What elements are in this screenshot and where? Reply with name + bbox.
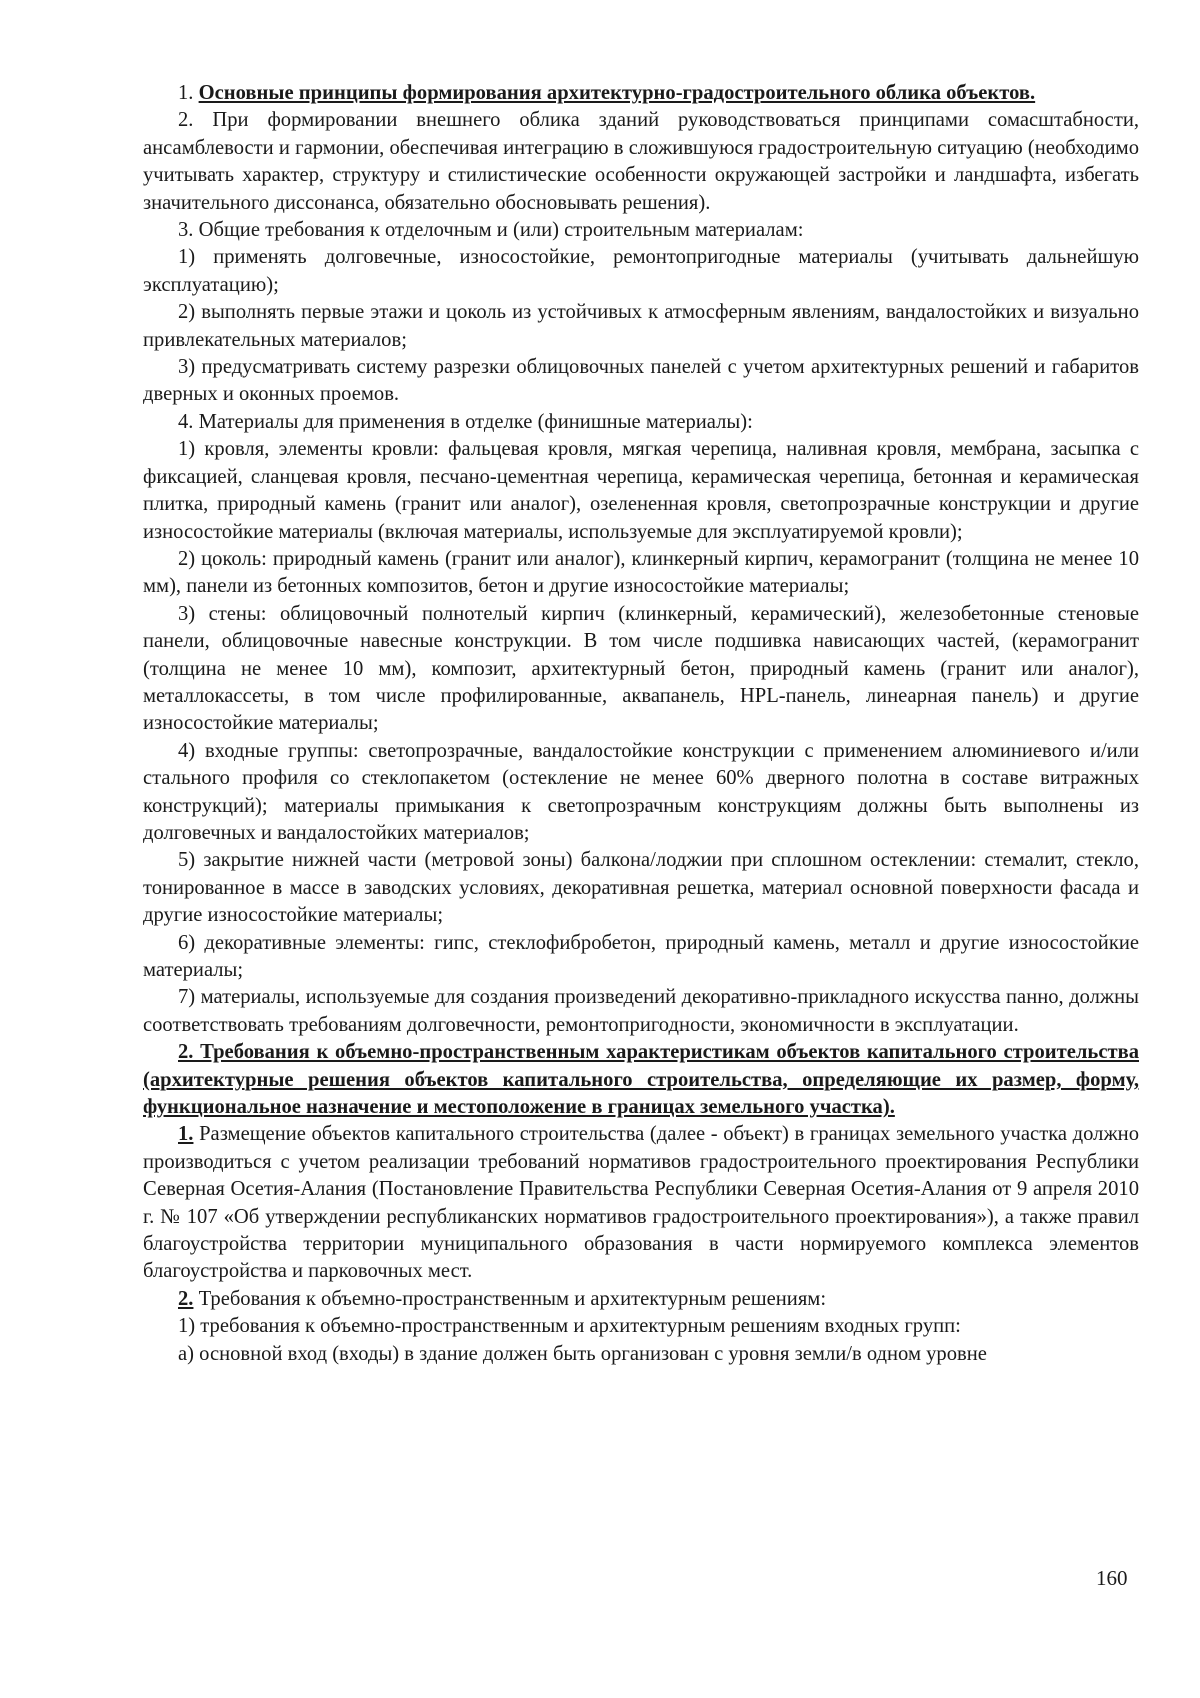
section-2-paragraph-1-number: 1. bbox=[178, 1123, 194, 1146]
paragraph-2: 2. При формировании внешнего облика зданий руководствоваться принципами сомасштабности, ансамблевости и гармонии, обеспечивая интеграцию в сложившуюся градостроительную ситуацию (необходимо учитывать характер, структуру и стилистические особенности окружающей застройки и ландшафта, избегать значительного диссонанса, обязательно обосновывать решения). bbox=[143, 109, 1139, 214]
section-1-heading-number: 1. bbox=[178, 82, 194, 104]
section-2-heading bbox=[143, 1039, 1139, 1121]
section-2-paragraph-2-text: Требования к объемно-пространственным и архитектурным решениям: bbox=[193, 1287, 827, 1310]
paragraph-4-item-7: 7) материалы, используемые для создания произведений декоративно-прикладного искусства панно, должны соответствовать требованиям долговечности, ремонтопригодности, экономичности в эксплуатации. bbox=[143, 986, 1139, 1036]
paragraph-4: 4. Материалы для применения в отделке (финишные материалы): bbox=[178, 410, 753, 433]
section-2-paragraph-1-text: Размещение объектов капитального строительства (далее - объект) в границах земельного участка должно производиться с учетом реализации требований нормативов градостроительного проектирования Республики Северная Осетия-Алания (Постановление Правительства Республики Северная Осетия-Алания от 9 апреля 2010 г. № 107 «Об утверждении республиканских нормативов градостроительного проектирования»), а также правил благоустройства территории муниципального образования в части нормируемого комплекса элементов благоустройства и парковочных мест. bbox=[143, 1123, 1139, 1283]
paragraph-4-item-1: 1) кровля, элементы кровли: фальцевая кровля, мягкая черепица, наливная кровля, мембрана, засыпка с фиксацией, сланцевая кровля, песчано-цементная черепица, керамическая черепица, бетонная и керамическая плитка, природный камень (гранит или аналог), озелененная кровля, светопрозрачные конструкции и другие износостойкие материалы (включая материалы, используемые для эксплуатируемой кровли); bbox=[143, 438, 1139, 543]
document-page bbox=[143, 80, 1139, 1368]
section-2-paragraph-2-item-1: 1) требования к объемно-пространственным и архитектурным решениям входных групп: bbox=[178, 1315, 961, 1338]
paragraph-3-item-3: 3) предусматривать систему разрезки облицовочных панелей с учетом архитектурных решений и габаритов дверных и оконных проемов. bbox=[143, 356, 1139, 406]
paragraph-3-item-2: 2) выполнять первые этажи и цоколь из устойчивых к атмосферным явлениям, вандалостойких и визуально привлекательных материалов; bbox=[143, 301, 1139, 351]
paragraph-3: 3. Общие требования к отделочным и (или) строительным материалам: bbox=[178, 219, 804, 242]
paragraph-4-item-3: 3) стены: облицовочный полнотелый кирпич (клинкерный, керамический), железобетонные стеновые панели, облицовочные навесные конструкции. В том числе подшивка нависающих частей, (керамогранит (толщина не менее 10 мм), композит, архитектурный бетон, природный камень (гранит или аналог), металлокассеты, в том числе профилированные, аквапанель, HPL-панель, линеарная панель) и другие износостойкие материалы; bbox=[143, 602, 1139, 735]
section-2-paragraph-2-item-a: а) основной вход (входы) в здание должен быть организован с уровня земли/в одном уровне bbox=[178, 1342, 987, 1365]
paragraph-4-item-6: 6) декоративные элементы: гипс, стеклофибробетон, природный камень, металл и другие износостойкие материалы; bbox=[143, 931, 1139, 981]
section-2-heading-text: 2. Требования к объемно-пространственным характеристикам объектов капитального строительства (архитектурные решения объектов капитального строительства, определяющие их размер, форму, функциональное назначение и местоположение в границах земельного участка). bbox=[143, 1041, 1139, 1119]
paragraph-4-item-5: 5) закрытие нижней части (метровой зоны) балкона/лоджии при сплошном остеклении: стемалит, стекло, тонированное в массе в заводских условиях, декоративная решетка, материал основной поверхности фасада и другие износостойкие материалы; bbox=[143, 849, 1139, 927]
section-2-paragraph-2 bbox=[143, 1286, 1139, 1313]
paragraph-4-item-2: 2) цоколь: природный камень (гранит или аналог), клинкерный кирпич, керамогранит (толщина не менее 10 мм), панели из бетонных композитов, бетон и другие износостойкие материалы; bbox=[143, 547, 1139, 598]
section-1-heading bbox=[143, 80, 1139, 107]
section-1-heading-text: Основные принципы формирования архитектурно-градостроительного облика объектов. bbox=[198, 82, 1036, 104]
paragraph-3-item-1: 1) применять долговечные, износостойкие, ремонтопригодные материалы (учитывать дальнейшую эксплуатацию); bbox=[143, 246, 1139, 296]
page-number: 160 bbox=[1096, 1566, 1128, 1590]
section-2-paragraph-2-number: 2. bbox=[178, 1287, 194, 1310]
section-2-paragraph-1 bbox=[143, 1121, 1139, 1285]
paragraph-4-item-4: 4) входные группы: светопрозрачные, вандалостойкие конструкции с применением алюминиевого и/или стального профиля со стеклопакетом (остекление не менее 60% дверного полотна в составе витражных конструкций); материалы примыкания к светопрозрачным конструкциям должны быть выполнены из долговечных и вандалостойких материалов; bbox=[143, 739, 1139, 844]
